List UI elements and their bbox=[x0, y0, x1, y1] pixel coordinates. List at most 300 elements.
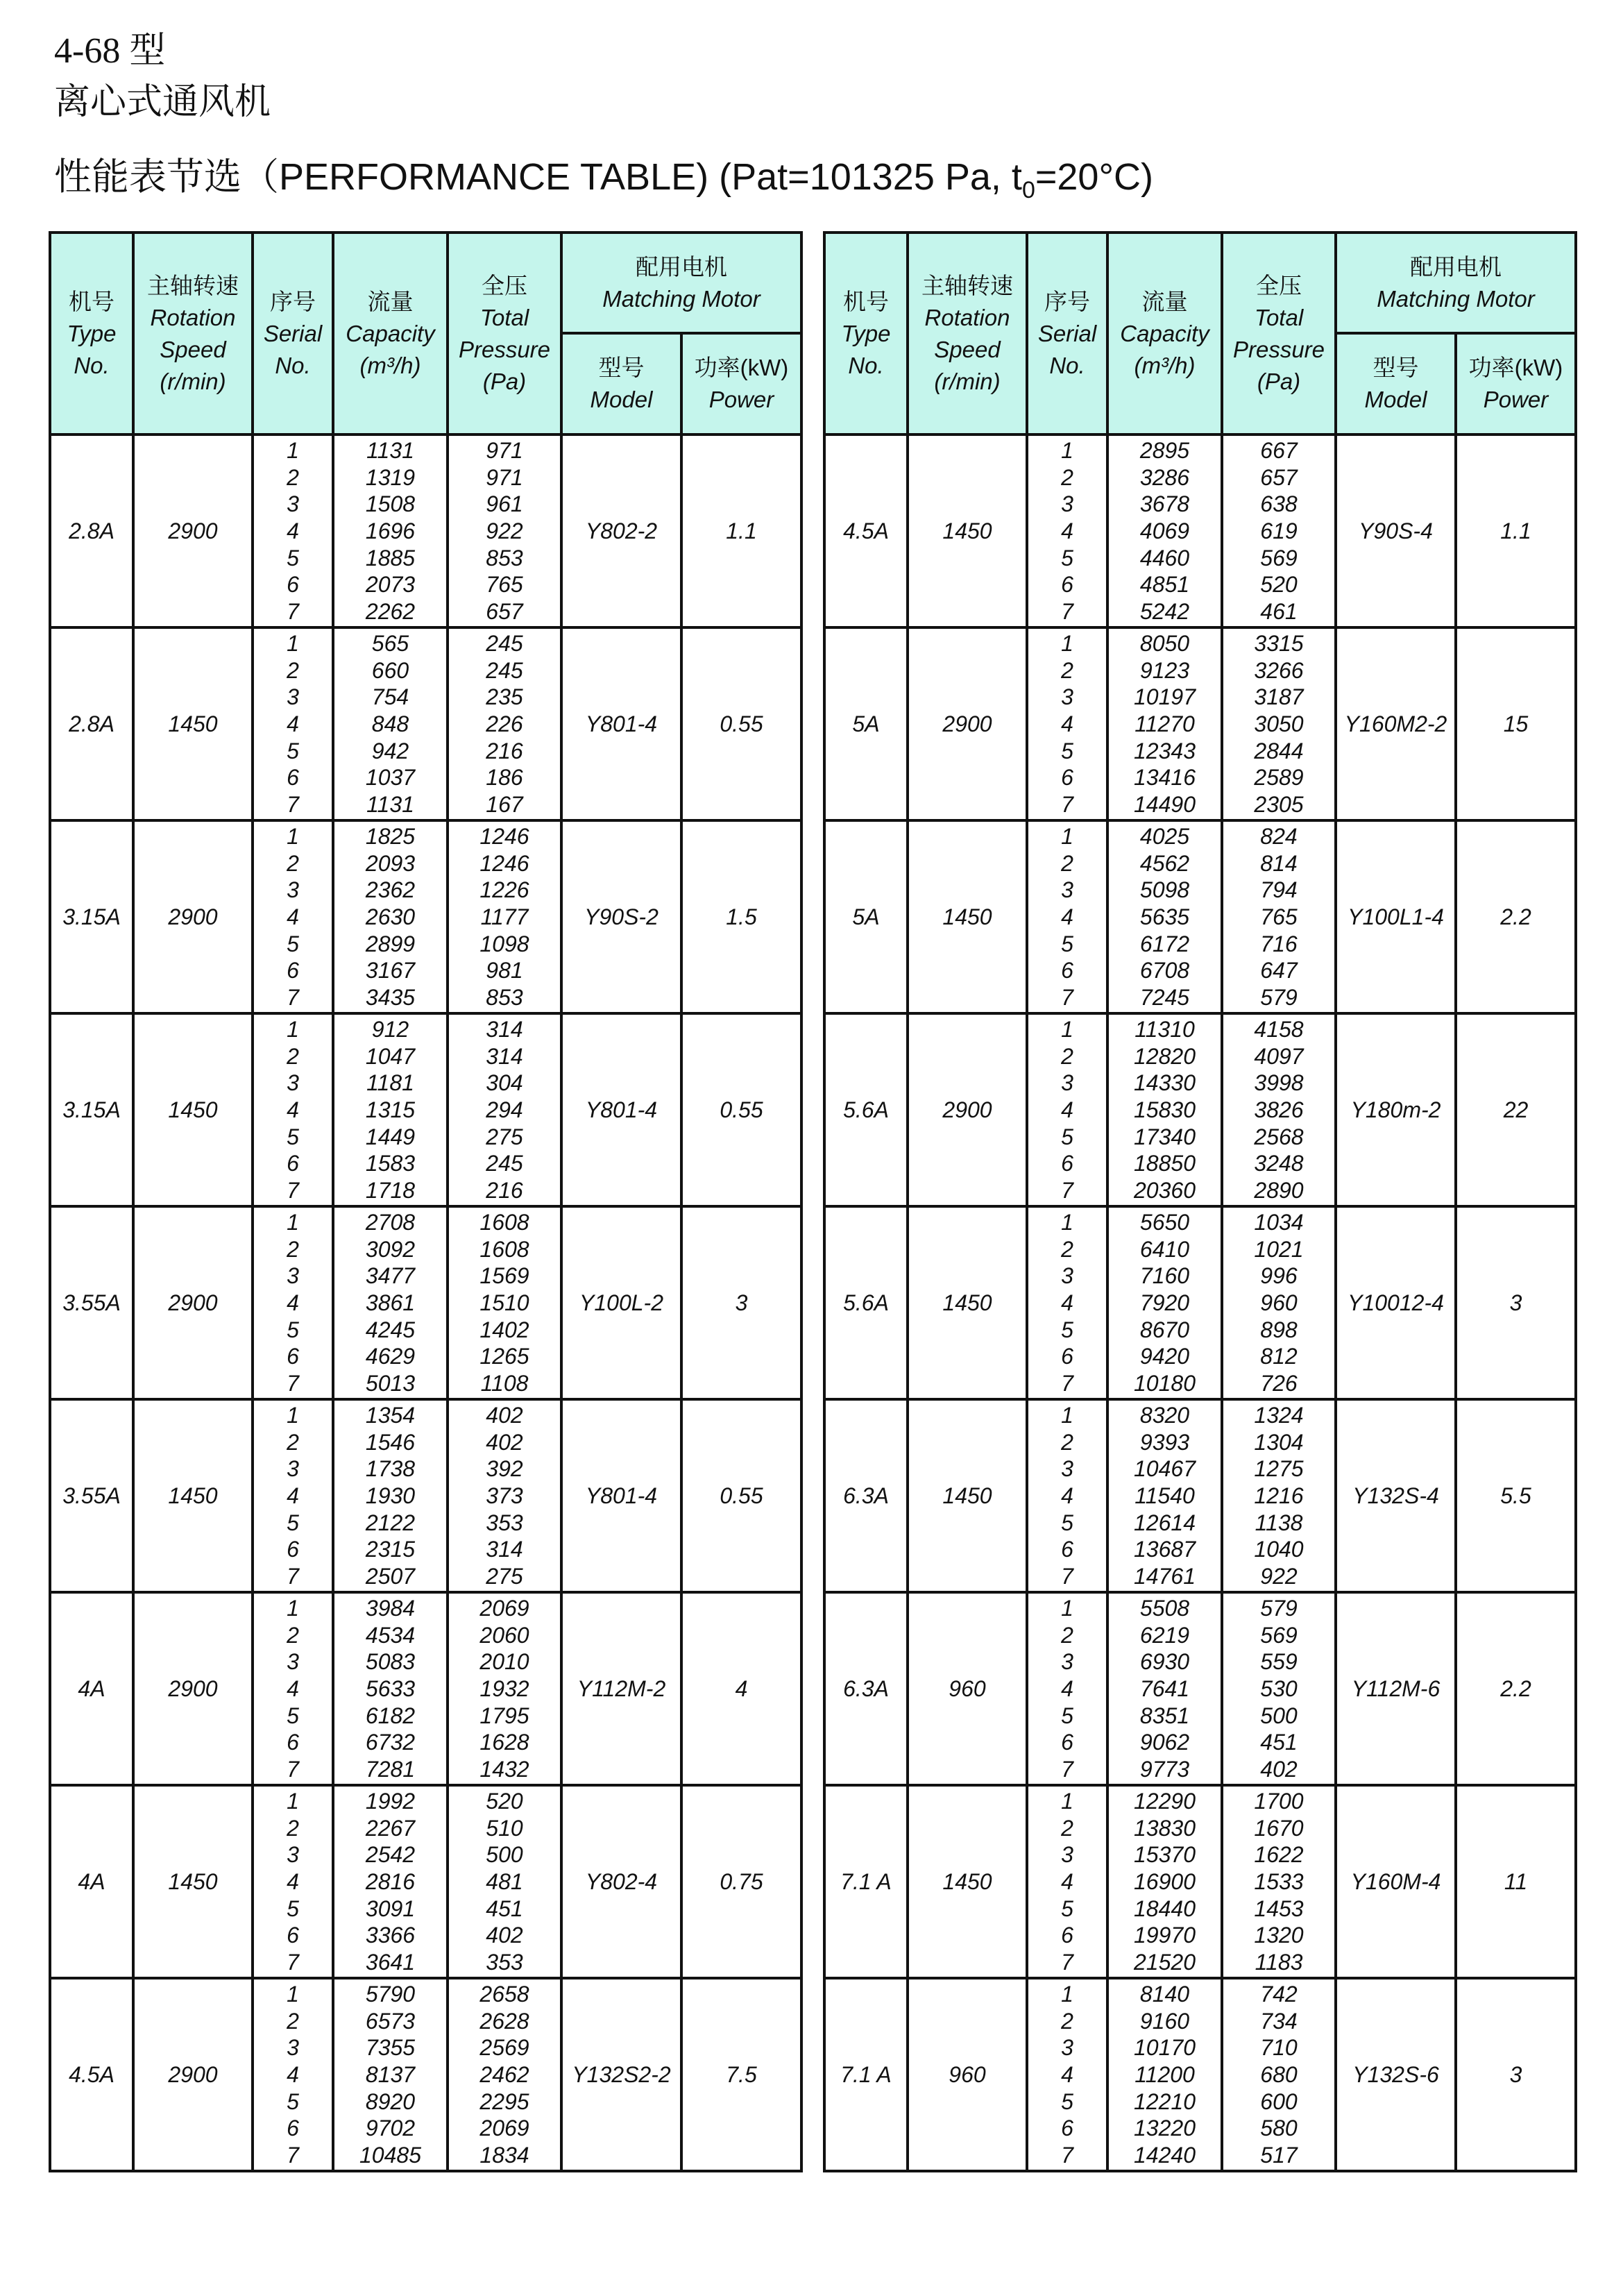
power-cell: 22 bbox=[1456, 1013, 1576, 1206]
cap-value: 6182 bbox=[365, 1703, 416, 1728]
serial-value: 3 bbox=[287, 1842, 299, 1868]
cap-value: 12820 bbox=[1134, 1043, 1196, 1069]
cap-value: 6930 bbox=[1139, 1649, 1190, 1675]
pres-value: 765 bbox=[486, 572, 523, 598]
cap-value: 13830 bbox=[1134, 1815, 1196, 1841]
pres-value: 734 bbox=[1260, 2008, 1298, 2034]
cap-value: 2708 bbox=[365, 1210, 416, 1235]
capacity-cell bbox=[1107, 1978, 1222, 2171]
serial-cell bbox=[1027, 1978, 1107, 2171]
type-cell: 3.55A bbox=[50, 1399, 133, 1592]
cap-value: 9420 bbox=[1139, 1344, 1190, 1369]
pres-value: 3266 bbox=[1254, 657, 1304, 683]
speed-cell: 2900 bbox=[908, 627, 1027, 820]
serial-value: 3 bbox=[1061, 1070, 1073, 1096]
serial-value: 2 bbox=[287, 464, 299, 490]
cap-value: 1738 bbox=[365, 1456, 416, 1482]
cap-value: 1546 bbox=[365, 1429, 416, 1455]
cap-value: 3092 bbox=[365, 1236, 416, 1262]
serial-value: 6 bbox=[287, 765, 299, 791]
model-title: 4-68 型 bbox=[54, 31, 166, 71]
pres-value: 657 bbox=[486, 598, 523, 624]
pres-value: 314 bbox=[486, 1017, 523, 1042]
serial-value: 2 bbox=[1061, 2008, 1073, 2034]
pres-value: 716 bbox=[1260, 931, 1298, 956]
cap-value: 14240 bbox=[1134, 2142, 1196, 2168]
cap-value: 12210 bbox=[1134, 2088, 1196, 2114]
cap-value: 11200 bbox=[1135, 2061, 1195, 2087]
pres-value: 961 bbox=[486, 491, 523, 517]
pres-value: 1834 bbox=[479, 2142, 529, 2168]
pres-value: 3826 bbox=[1254, 1097, 1304, 1122]
serial-value: 4 bbox=[1061, 711, 1073, 736]
cap-value: 2895 bbox=[1139, 438, 1190, 463]
serial-cell bbox=[253, 627, 333, 820]
cap-value: 6732 bbox=[365, 1730, 416, 1755]
power-cell: 1.5 bbox=[681, 820, 801, 1013]
pres-value: 726 bbox=[1260, 1370, 1298, 1396]
cap-value: 1131 bbox=[366, 791, 414, 817]
pres-value: 510 bbox=[486, 1815, 523, 1841]
serial-value: 5 bbox=[1061, 1703, 1073, 1728]
serial-value: 7 bbox=[287, 1756, 299, 1782]
serial-value: 5 bbox=[287, 1317, 299, 1342]
pres-value: 1700 bbox=[1254, 1789, 1304, 1814]
serial-value: 7 bbox=[1061, 791, 1073, 817]
pres-value: 167 bbox=[486, 791, 523, 817]
header-model: 型号 Model bbox=[1336, 333, 1456, 434]
header-serial: 序号 Serial No. bbox=[253, 233, 333, 434]
pres-value: 794 bbox=[1260, 877, 1298, 903]
pres-value: 742 bbox=[1260, 1982, 1298, 2007]
pres-value: 517 bbox=[1260, 2142, 1298, 2168]
pres-value: 1622 bbox=[1254, 1842, 1304, 1868]
speed-cell: 960 bbox=[908, 1978, 1027, 2171]
cap-value: 1354 bbox=[365, 1403, 416, 1428]
cap-value: 6708 bbox=[1139, 958, 1190, 984]
cap-value: 7920 bbox=[1139, 1290, 1190, 1315]
pressure-cell bbox=[448, 1978, 561, 2171]
performance-table-left bbox=[49, 231, 803, 2172]
power-cell: 5.5 bbox=[1456, 1399, 1576, 1592]
speed-cell: 1450 bbox=[908, 820, 1027, 1013]
pres-value: 812 bbox=[1260, 1344, 1298, 1369]
serial-cell bbox=[1027, 627, 1107, 820]
power-cell: 1.1 bbox=[681, 434, 801, 627]
serial-value: 7 bbox=[1061, 598, 1073, 624]
pres-value: 996 bbox=[1260, 1263, 1298, 1289]
table-row bbox=[824, 1592, 1576, 1785]
serial-value: 2 bbox=[287, 657, 299, 683]
cap-value: 18850 bbox=[1134, 1151, 1196, 1176]
cap-value: 565 bbox=[371, 631, 409, 656]
serial-value: 3 bbox=[287, 1263, 299, 1289]
model-cell: Y100L1-4 bbox=[1336, 820, 1456, 1013]
speed-cell: 2900 bbox=[133, 1592, 253, 1785]
model-cell: Y801-4 bbox=[561, 627, 681, 820]
cap-value: 9702 bbox=[365, 2116, 416, 2141]
cap-value: 10180 bbox=[1134, 1370, 1196, 1396]
serial-value: 4 bbox=[287, 518, 299, 543]
pres-value: 2589 bbox=[1254, 765, 1304, 791]
serial-value: 7 bbox=[287, 1563, 299, 1589]
cap-value: 3984 bbox=[365, 1596, 416, 1621]
speed-cell: 1450 bbox=[133, 1785, 253, 1978]
model-cell: Y160M2-2 bbox=[1336, 627, 1456, 820]
table-row bbox=[50, 1013, 801, 1206]
serial-value: 4 bbox=[287, 1097, 299, 1122]
serial-value: 2 bbox=[287, 1043, 299, 1069]
cap-value: 1992 bbox=[365, 1789, 416, 1814]
cap-value: 8920 bbox=[365, 2088, 416, 2114]
header-serial: 序号 Serial No. bbox=[1027, 233, 1107, 434]
cap-value: 2630 bbox=[365, 904, 416, 929]
serial-cell bbox=[253, 1592, 333, 1785]
serial-value: 2 bbox=[287, 2008, 299, 2034]
type-cell: 5A bbox=[824, 627, 908, 820]
pres-value: 1932 bbox=[479, 1675, 529, 1701]
pres-value: 2658 bbox=[479, 1982, 529, 2007]
model-cell: Y802-4 bbox=[561, 1785, 681, 1978]
pressure-cell bbox=[448, 1013, 561, 1206]
serial-value: 1 bbox=[287, 1982, 299, 2007]
power-cell: 0.55 bbox=[681, 627, 801, 820]
pres-value: 1510 bbox=[479, 1290, 529, 1315]
cap-value: 12290 bbox=[1134, 1789, 1196, 1814]
pressure-cell bbox=[1222, 1978, 1336, 2171]
pres-value: 2305 bbox=[1254, 791, 1304, 817]
capacity-cell bbox=[333, 1785, 448, 1978]
cap-value: 8351 bbox=[1139, 1703, 1190, 1728]
cap-value: 3678 bbox=[1139, 491, 1190, 517]
power-cell: 15 bbox=[1456, 627, 1576, 820]
serial-value: 6 bbox=[1061, 1923, 1073, 1948]
serial-value: 6 bbox=[287, 1923, 299, 1948]
cap-value: 10467 bbox=[1134, 1456, 1196, 1482]
capacity-cell bbox=[1107, 627, 1222, 820]
product-name: 离心式通风机 bbox=[54, 83, 271, 122]
cap-value: 1930 bbox=[365, 1483, 416, 1508]
cap-value: 942 bbox=[371, 738, 409, 763]
pressure-cell bbox=[448, 820, 561, 1013]
cap-value: 11270 bbox=[1135, 711, 1195, 736]
pres-value: 2295 bbox=[479, 2088, 529, 2114]
serial-value: 6 bbox=[287, 2116, 299, 2141]
pres-value: 638 bbox=[1260, 491, 1298, 517]
cap-value: 6219 bbox=[1139, 1622, 1190, 1648]
serial-cell bbox=[1027, 1785, 1107, 1978]
pres-value: 461 bbox=[1260, 598, 1298, 624]
capacity-cell bbox=[1107, 1013, 1222, 1206]
pres-value: 1628 bbox=[479, 1730, 529, 1755]
pressure-cell bbox=[1222, 1206, 1336, 1399]
pres-value: 402 bbox=[486, 1429, 523, 1455]
serial-value: 1 bbox=[287, 1210, 299, 1235]
power-cell: 3 bbox=[1456, 1978, 1576, 2171]
table-row bbox=[824, 1013, 1576, 1206]
serial-value: 1 bbox=[1061, 1982, 1073, 2007]
cap-value: 1885 bbox=[365, 545, 416, 571]
cap-value: 4069 bbox=[1139, 518, 1190, 543]
pressure-cell bbox=[448, 1785, 561, 1978]
pres-value: 1324 bbox=[1254, 1403, 1304, 1428]
serial-value: 1 bbox=[287, 1789, 299, 1814]
serial-value: 1 bbox=[287, 1596, 299, 1621]
pres-value: 1226 bbox=[479, 877, 529, 903]
pres-value: 559 bbox=[1260, 1649, 1298, 1675]
pres-value: 500 bbox=[486, 1842, 523, 1868]
serial-value: 6 bbox=[287, 1730, 299, 1755]
cap-value: 13220 bbox=[1134, 2116, 1196, 2141]
cap-value: 17340 bbox=[1134, 1124, 1196, 1149]
pres-value: 1569 bbox=[479, 1263, 529, 1289]
cap-value: 5650 bbox=[1139, 1210, 1190, 1235]
pres-value: 853 bbox=[486, 545, 523, 571]
serial-value: 7 bbox=[287, 2142, 299, 2168]
header-capacity: 流量 Capacity (m³/h) bbox=[333, 233, 448, 434]
pres-value: 971 bbox=[486, 464, 523, 490]
serial-value: 2 bbox=[287, 1815, 299, 1841]
pres-value: 2010 bbox=[479, 1649, 529, 1675]
serial-value: 3 bbox=[287, 1649, 299, 1675]
cap-value: 1718 bbox=[365, 1177, 416, 1203]
serial-value: 7 bbox=[1061, 1756, 1073, 1782]
pres-value: 2628 bbox=[479, 2008, 529, 2034]
header-type: 机号 Type No. bbox=[50, 233, 133, 434]
pres-value: 275 bbox=[486, 1563, 523, 1589]
cap-value: 21520 bbox=[1134, 1949, 1196, 1975]
capacity-cell bbox=[1107, 1592, 1222, 1785]
power-cell: 2.2 bbox=[1456, 1592, 1576, 1785]
cap-value: 9062 bbox=[1139, 1730, 1190, 1755]
power-cell: 11 bbox=[1456, 1785, 1576, 1978]
pressure-cell bbox=[1222, 1785, 1336, 1978]
model-cell: Y90S-4 bbox=[1336, 434, 1456, 627]
cap-value: 2267 bbox=[365, 1815, 416, 1841]
pres-value: 353 bbox=[486, 1949, 523, 1975]
type-cell: 7.1 A bbox=[824, 1785, 908, 1978]
pres-value: 275 bbox=[486, 1124, 523, 1149]
pres-value: 647 bbox=[1260, 958, 1298, 984]
pres-value: 765 bbox=[1260, 904, 1298, 929]
cap-value: 2262 bbox=[365, 598, 416, 624]
cap-value: 18440 bbox=[1134, 1896, 1196, 1921]
cap-value: 4562 bbox=[1139, 850, 1190, 876]
pres-value: 579 bbox=[1260, 1596, 1298, 1621]
pres-value: 1795 bbox=[479, 1703, 529, 1728]
pres-value: 392 bbox=[486, 1456, 523, 1482]
cap-value: 1315 bbox=[365, 1097, 416, 1122]
pressure-cell bbox=[448, 434, 561, 627]
cap-value: 1508 bbox=[365, 491, 416, 517]
cap-value: 2542 bbox=[365, 1842, 416, 1868]
table-row bbox=[50, 1785, 801, 1978]
model-cell: Y112M-2 bbox=[561, 1592, 681, 1785]
pres-value: 569 bbox=[1260, 545, 1298, 571]
cap-value: 6172 bbox=[1139, 931, 1190, 956]
table-row bbox=[824, 1978, 1576, 2171]
cap-value: 7245 bbox=[1139, 984, 1190, 1010]
header-power: 功率(kW) Power bbox=[1456, 333, 1576, 434]
power-cell: 7.5 bbox=[681, 1978, 801, 2171]
capacity-cell bbox=[1107, 1785, 1222, 1978]
pres-value: 1304 bbox=[1254, 1429, 1304, 1455]
pres-value: 402 bbox=[486, 1923, 523, 1948]
pres-value: 1216 bbox=[1254, 1483, 1304, 1508]
pres-value: 1453 bbox=[1254, 1896, 1304, 1921]
capacity-cell bbox=[333, 1978, 448, 2171]
serial-value: 7 bbox=[287, 1370, 299, 1396]
cap-value: 10485 bbox=[359, 2142, 421, 2168]
pres-value: 402 bbox=[1260, 1756, 1298, 1782]
pres-value: 1108 bbox=[480, 1370, 529, 1396]
pres-value: 481 bbox=[486, 1868, 523, 1894]
serial-value: 6 bbox=[1061, 1537, 1073, 1562]
cap-value: 3641 bbox=[365, 1949, 416, 1975]
serial-value: 2 bbox=[1061, 1815, 1073, 1841]
pres-value: 294 bbox=[486, 1097, 523, 1122]
serial-value: 7 bbox=[1061, 1177, 1073, 1203]
serial-value: 5 bbox=[287, 545, 299, 571]
cap-value: 2122 bbox=[365, 1510, 416, 1535]
serial-value: 3 bbox=[1061, 1456, 1073, 1482]
pres-value: 1432 bbox=[479, 1756, 529, 1782]
serial-value: 3 bbox=[287, 491, 299, 517]
cap-value: 3286 bbox=[1139, 464, 1190, 490]
serial-cell bbox=[253, 1399, 333, 1592]
serial-value: 4 bbox=[1061, 1097, 1073, 1122]
serial-value: 6 bbox=[287, 1151, 299, 1176]
model-cell: Y90S-2 bbox=[561, 820, 681, 1013]
cap-value: 1181 bbox=[366, 1070, 414, 1096]
cap-value: 8320 bbox=[1139, 1403, 1190, 1428]
speed-cell: 1450 bbox=[133, 627, 253, 820]
speed-cell: 2900 bbox=[133, 1978, 253, 2171]
pres-value: 579 bbox=[1260, 984, 1298, 1010]
cap-value: 10170 bbox=[1134, 2035, 1196, 2061]
table-row bbox=[824, 1399, 1576, 1592]
speed-cell: 2900 bbox=[133, 820, 253, 1013]
pressure-cell bbox=[448, 627, 561, 820]
serial-value: 5 bbox=[287, 2088, 299, 2114]
pressure-cell bbox=[1222, 434, 1336, 627]
pressure-cell bbox=[1222, 1592, 1336, 1785]
pres-value: 960 bbox=[1260, 1290, 1298, 1315]
pressure-cell bbox=[1222, 1399, 1336, 1592]
pres-value: 216 bbox=[486, 1177, 523, 1203]
header-motor: 配用电机 Matching Motor bbox=[561, 233, 801, 333]
pres-value: 1098 bbox=[479, 931, 529, 956]
serial-value: 5 bbox=[1061, 1510, 1073, 1535]
serial-value: 1 bbox=[287, 1017, 299, 1042]
cap-value: 1319 bbox=[365, 464, 416, 490]
serial-value: 1 bbox=[1061, 438, 1073, 463]
serial-cell bbox=[1027, 1592, 1107, 1785]
cap-value: 10197 bbox=[1134, 684, 1196, 710]
capacity-cell bbox=[1107, 820, 1222, 1013]
speed-cell: 1450 bbox=[908, 1399, 1027, 1592]
speed-cell: 1450 bbox=[908, 1206, 1027, 1399]
serial-value: 1 bbox=[287, 824, 299, 849]
capacity-cell bbox=[333, 627, 448, 820]
pres-value: 451 bbox=[1260, 1730, 1298, 1755]
cap-value: 19970 bbox=[1134, 1923, 1196, 1948]
type-cell: 7.1 A bbox=[824, 1978, 908, 2171]
cap-value: 11540 bbox=[1135, 1483, 1195, 1508]
type-cell: 4.5A bbox=[50, 1978, 133, 2171]
cap-value: 11310 bbox=[1135, 1017, 1195, 1042]
serial-value: 3 bbox=[1061, 877, 1073, 903]
serial-value: 1 bbox=[1061, 1596, 1073, 1621]
cap-value: 5508 bbox=[1139, 1596, 1190, 1621]
type-cell: 4A bbox=[50, 1785, 133, 1978]
cap-value: 13416 bbox=[1134, 765, 1196, 791]
serial-cell bbox=[1027, 1206, 1107, 1399]
pres-value: 922 bbox=[486, 518, 523, 543]
power-cell: 3 bbox=[1456, 1206, 1576, 1399]
capacity-cell bbox=[333, 1206, 448, 1399]
serial-value: 6 bbox=[287, 958, 299, 984]
speed-cell: 2900 bbox=[133, 1206, 253, 1399]
capacity-cell bbox=[333, 434, 448, 627]
speed-cell: 1450 bbox=[133, 1399, 253, 1592]
serial-cell bbox=[253, 1785, 333, 1978]
cap-value: 15370 bbox=[1134, 1842, 1196, 1868]
pres-value: 1183 bbox=[1255, 1949, 1303, 1975]
pres-value: 580 bbox=[1260, 2116, 1298, 2141]
cap-value: 1047 bbox=[365, 1043, 416, 1069]
serial-value: 2 bbox=[1061, 1236, 1073, 1262]
capacity-cell bbox=[1107, 1399, 1222, 1592]
cap-value: 8050 bbox=[1139, 631, 1190, 656]
serial-cell bbox=[253, 1013, 333, 1206]
cap-value: 3861 bbox=[365, 1290, 416, 1315]
serial-value: 4 bbox=[1061, 1675, 1073, 1701]
pres-value: 853 bbox=[486, 984, 523, 1010]
serial-value: 7 bbox=[287, 1177, 299, 1203]
pres-value: 981 bbox=[486, 958, 523, 984]
pres-value: 235 bbox=[486, 684, 523, 710]
serial-value: 3 bbox=[1061, 1649, 1073, 1675]
cap-value: 1696 bbox=[365, 518, 416, 543]
pres-value: 1265 bbox=[479, 1344, 529, 1369]
pres-value: 2569 bbox=[479, 2035, 529, 2061]
cap-value: 2816 bbox=[365, 1868, 416, 1894]
model-cell: Y180m-2 bbox=[1336, 1013, 1456, 1206]
serial-value: 5 bbox=[287, 738, 299, 763]
cap-value: 3091 bbox=[365, 1896, 416, 1921]
capacity-cell bbox=[1107, 434, 1222, 627]
pressure-cell bbox=[448, 1399, 561, 1592]
pres-value: 373 bbox=[486, 1483, 523, 1508]
pres-value: 2568 bbox=[1254, 1124, 1304, 1149]
serial-value: 4 bbox=[287, 1290, 299, 1315]
table-row bbox=[824, 1206, 1576, 1399]
table-title: 性能表节选（PERFORMANCE TABLE) (Pat=101325 Pa, $t_0=20^\circ C$) bbox=[54, 156, 1154, 203]
type-cell: 6.3A bbox=[824, 1592, 908, 1785]
type-cell: 2.8A bbox=[50, 434, 133, 627]
pres-value: 402 bbox=[486, 1403, 523, 1428]
cap-value: 1583 bbox=[365, 1151, 416, 1176]
pres-value: 216 bbox=[486, 738, 523, 763]
table-row bbox=[50, 627, 801, 820]
serial-value: 5 bbox=[287, 1510, 299, 1535]
serial-value: 4 bbox=[287, 904, 299, 929]
pres-value: 600 bbox=[1260, 2088, 1298, 2114]
header-capacity: 流量 Capacity (m³/h) bbox=[1107, 233, 1222, 434]
cap-value: 7281 bbox=[365, 1756, 416, 1782]
pres-value: 245 bbox=[486, 631, 523, 656]
